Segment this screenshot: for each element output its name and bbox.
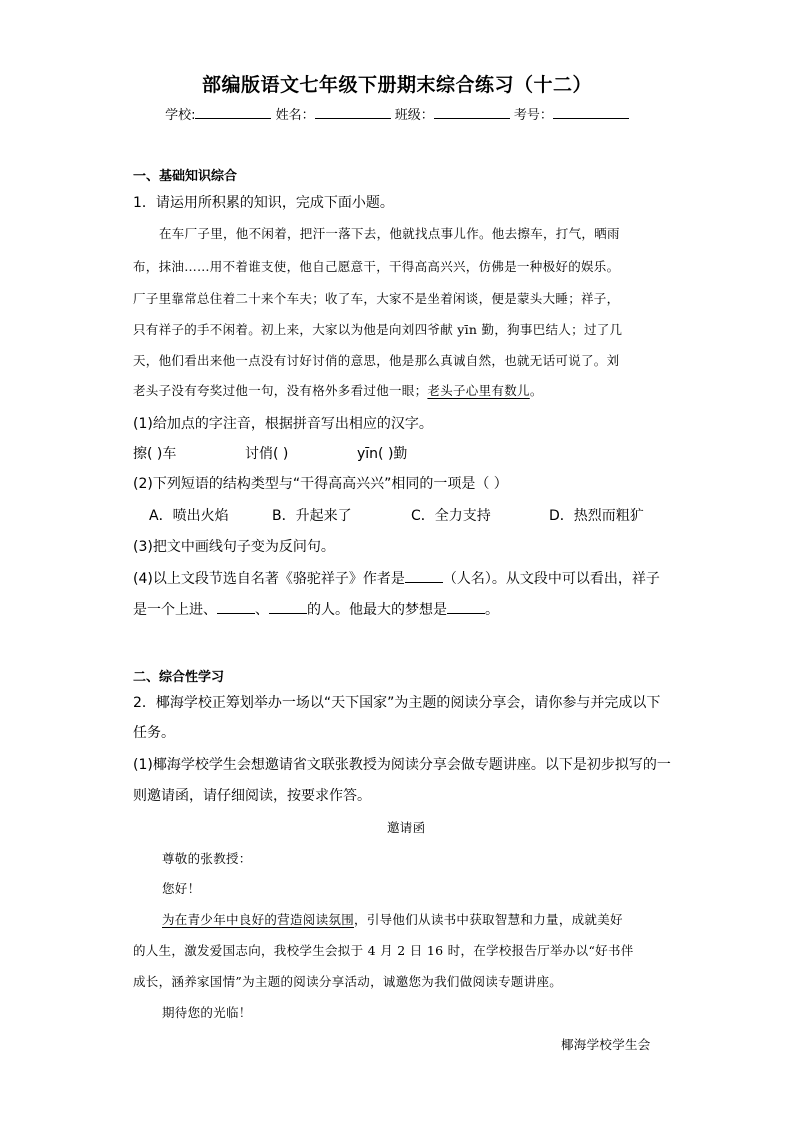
letter-underlined-phrase: 为在青少年中良好的营造阅读氛围 <box>162 912 355 927</box>
passage-line-6-text: 老头子没有夸奖过他一句，没有格外多看过他一眼； <box>133 383 428 398</box>
dream-blank[interactable] <box>447 601 485 614</box>
sub4-text-e: 的人。他最大的梦想是 <box>307 602 447 618</box>
question1-prompt: 1．请运用所积累的知识，完成下面小题。 <box>133 195 394 211</box>
sub4-text-b: （人名）。从文段中可以看出，祥子 <box>442 571 660 587</box>
letter-body-line-3: 成长，涵养家国情”为主题的阅读分享活动，诚邀您为我们做阅读专题讲座。 <box>133 974 563 989</box>
exam-blank[interactable] <box>553 106 629 119</box>
sub4-text-a: (4)以上文段节选自名著《骆驼祥子》作者是 <box>133 571 405 587</box>
option-a[interactable]: A．喷出火焰 <box>149 508 229 524</box>
sub3-prompt: (3)把文中画线句子变为反问句。 <box>133 539 335 555</box>
passage-line-3: 厂子里靠常总住着二十来个车夫；收了车，大家不是坐着闲谈，便是蒙头大睡；祥子， <box>133 291 620 306</box>
letter-body-line-2: 的人生，激发爱国志向，我校学生会拟于 4 月 2 日 16 时，在学校报告厅举办以“好书伴 <box>133 943 634 958</box>
letter-salutation: 尊敬的张教授： <box>162 851 252 866</box>
sub1-prompt: (1)给加点的字注音，根据拼音写出相应的汉字。 <box>133 416 433 432</box>
q2-sub1-line-2: 则邀请函，请仔细阅读，按要求作答。 <box>133 788 371 804</box>
section2-heading: 二、综合性学习 <box>133 670 225 685</box>
page-title: 部编版语文七年级下册期末综合练习（十二） <box>201 74 592 96</box>
passage-line-6 <box>133 381 543 399</box>
trait-blank-1[interactable] <box>217 601 255 614</box>
passage-end: 。 <box>529 383 543 398</box>
section1-heading: 一、基础知识综合 <box>133 169 238 184</box>
option-d[interactable]: D．热烈而粗犷 <box>549 508 644 524</box>
name-label: 姓名： <box>275 108 315 123</box>
sub4-text-c: 是一个上进、 <box>133 602 217 618</box>
question2-line-1: 2．椰海学校正筹划举办一场以“天下国家”为主题的阅读分享会，请你参与并完成以下 <box>133 695 661 711</box>
class-label: 班级： <box>394 108 434 123</box>
school-label: 学校: <box>165 108 196 123</box>
letter-title: 邀请函 <box>387 820 426 835</box>
letter-signature: 椰海学校学生会 <box>561 1037 651 1052</box>
sub1-item-1: 擦( )车 <box>133 446 177 462</box>
question2-line-2: 任务。 <box>133 725 175 741</box>
school-blank[interactable] <box>195 106 271 119</box>
passage-line-2: 布，抹油……用不着谁支使，他自己愿意干，干得高高兴兴，仿佛是一种极好的娱乐。 <box>133 259 620 274</box>
letter-body-line-1-rest: ，引导他们从读书中获取智慧和力量，成就美好 <box>354 912 623 927</box>
letter-greeting: 您好！ <box>162 881 201 896</box>
sub4-line-1 <box>133 568 660 588</box>
letter-body-line-1 <box>162 910 623 928</box>
author-blank[interactable] <box>405 570 443 583</box>
sub4-text-d: 、 <box>255 602 269 618</box>
student-info-line <box>0 104 794 123</box>
sub4-text-f: 。 <box>485 602 499 618</box>
sub4-line-2 <box>133 599 499 619</box>
exam-label: 考号： <box>513 108 553 123</box>
class-blank[interactable] <box>434 106 510 119</box>
trait-blank-2[interactable] <box>269 601 307 614</box>
sub2-prompt: (2)下列短语的结构类型与“干得高高兴兴”相同的一项是（ ） <box>133 476 508 492</box>
underlined-sentence: 老头子心里有数儿 <box>427 383 530 398</box>
passage-line-5: 天，他们看出来他一点没有讨好讨俏的意思，他是那么真诚自然，也就无话可说了。刘 <box>133 353 620 368</box>
name-blank[interactable] <box>315 106 391 119</box>
option-b[interactable]: B．升起来了 <box>272 508 352 524</box>
letter-closing: 期待您的光临！ <box>162 1005 252 1020</box>
option-c[interactable]: C．全力支持 <box>411 508 491 524</box>
passage-line-4: 只有祥子的手不闲着。初上来，大家以为他是向刘四爷献 yīn 勤，狗事巴结人；过了几 <box>133 322 623 337</box>
sub1-item-3: yīn( )勤 <box>357 446 408 462</box>
passage-line-1: 在车厂子里，他不闲着，把汗一落下去，他就找点事儿作。他去擦车，打气，晒雨 <box>159 226 620 241</box>
q2-sub1-line-1: (1)椰海学校学生会想邀请省文联张教授为阅读分享会做专题讲座。以下是初步拟写的一 <box>133 757 671 773</box>
sub1-item-2: 讨俏( ) <box>245 446 289 462</box>
